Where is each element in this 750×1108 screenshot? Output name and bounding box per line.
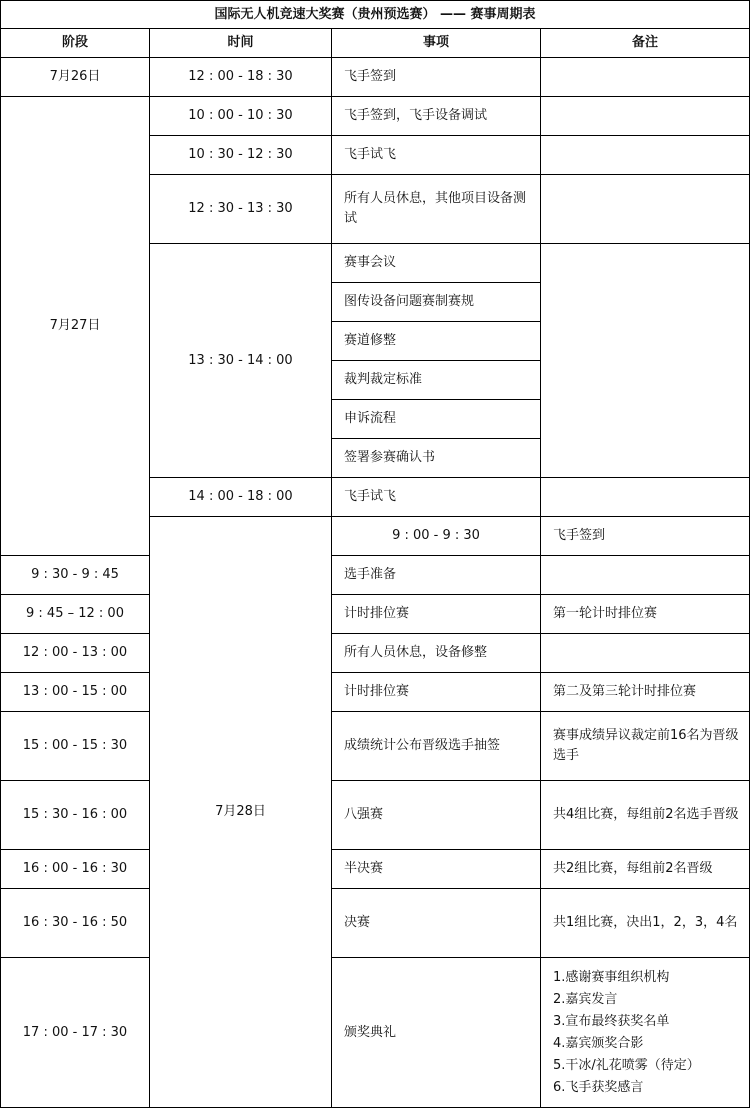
time-cell: 13 : 30 - 14 : 00 (150, 244, 332, 478)
item-cell: 八强赛 (332, 781, 541, 850)
note-cell (541, 175, 750, 244)
item-cell: 飞手签到 (332, 58, 541, 97)
note-cell (541, 97, 750, 136)
note-cell: 共1组比赛，决出1，2，3，4名 (541, 889, 750, 958)
table-row (1, 712, 750, 781)
table-row (1, 595, 750, 634)
item-cell: 图传设备问题赛制赛规 (332, 283, 541, 322)
item-cell: 决赛 (332, 889, 541, 958)
time-cell: 12 : 00 - 13 : 00 (1, 634, 150, 673)
time-cell: 13 : 00 - 15 : 00 (1, 673, 150, 712)
item-cell: 所有人员休息，设备修整 (332, 634, 541, 673)
table-row (1, 58, 750, 97)
item-cell: 飞手签到 (541, 517, 750, 556)
item-cell: 赛道修整 (332, 322, 541, 361)
award-note: 4.嘉宾颁奖合影 (553, 1035, 644, 1051)
day-cell: 7月26日 (1, 58, 150, 97)
table-title: 国际无人机竞速大奖赛（贵州预选赛） —— 赛事周期表 (1, 1, 750, 29)
note-cell (541, 244, 750, 478)
note-cell: 赛事成绩异议裁定前16名为晋级选手 (541, 712, 750, 781)
item-cell: 计时排位赛 (332, 673, 541, 712)
award-note: 3.宣布最终获奖名单 (553, 1013, 670, 1029)
header-stage: 阶段 (1, 29, 150, 58)
day-cell: 7月28日 (150, 517, 332, 1108)
item-cell: 飞手签到，飞手设备调试 (332, 97, 541, 136)
item-cell: 申诉流程 (332, 400, 541, 439)
table-row (1, 781, 750, 850)
award-note: 5.干冰/礼花喷雾（待定） (553, 1057, 700, 1073)
item-cell: 选手准备 (332, 556, 541, 595)
note-cell (541, 136, 750, 175)
item-cell: 飞手试飞 (332, 478, 541, 517)
table-row (1, 556, 750, 595)
table-row (1, 634, 750, 673)
header-time: 时间 (150, 29, 332, 58)
item-cell: 裁判裁定标准 (332, 361, 541, 400)
table-row (1, 850, 750, 889)
time-cell: 15 : 30 - 16 : 00 (1, 781, 150, 850)
item-cell: 飞手试飞 (332, 136, 541, 175)
note-cell (541, 478, 750, 517)
award-note: 1.感谢赛事组织机构 (553, 969, 670, 985)
table-row (1, 673, 750, 712)
note-cell (541, 634, 750, 673)
time-cell: 16 : 30 - 16 : 50 (1, 889, 150, 958)
note-cell: 共4组比赛，每组前2名选手晋级 (541, 781, 750, 850)
item-cell: 颁奖典礼 (332, 958, 541, 1108)
note-cell: 第一轮计时排位赛 (541, 595, 750, 634)
item-cell: 半决赛 (332, 850, 541, 889)
note-cell (541, 556, 750, 595)
item-cell: 赛事会议 (332, 244, 541, 283)
time-cell: 12 : 00 - 18 : 30 (150, 58, 332, 97)
header-item: 事项 (332, 29, 541, 58)
note-cell: 共2组比赛，每组前2名晋级 (541, 850, 750, 889)
time-cell: 9 : 45 – 12 : 00 (1, 595, 150, 634)
award-notes-cell (541, 958, 750, 1108)
item-cell: 签署参赛确认书 (332, 439, 541, 478)
table-row (1, 889, 750, 958)
time-cell: 15 : 00 - 15 : 30 (1, 712, 150, 781)
time-cell: 9 : 30 - 9 : 45 (1, 556, 150, 595)
item-cell: 所有人员休息，其他项目设备测试 (332, 175, 541, 244)
award-note: 6.飞手获奖感言 (553, 1079, 644, 1095)
note-cell: 第二及第三轮计时排位赛 (541, 673, 750, 712)
title-row (1, 1, 750, 29)
time-cell: 10 : 00 - 10 : 30 (150, 97, 332, 136)
table-row (1, 958, 750, 1108)
table-row (1, 97, 750, 136)
day-cell: 7月27日 (1, 97, 150, 556)
time-cell: 14 : 00 - 18 : 00 (150, 478, 332, 517)
time-cell: 16 : 00 - 16 : 30 (1, 850, 150, 889)
time-cell: 9 : 00 - 9 : 30 (332, 517, 541, 556)
time-cell: 17 : 00 - 17 : 30 (1, 958, 150, 1108)
time-cell: 10 : 30 - 12 : 30 (150, 136, 332, 175)
header-row (1, 29, 750, 58)
item-cell: 成绩统计公布晋级选手抽签 (332, 712, 541, 781)
time-cell: 12 : 30 - 13 : 30 (150, 175, 332, 244)
item-cell: 计时排位赛 (332, 595, 541, 634)
header-note: 备注 (541, 29, 750, 58)
note-cell (541, 58, 750, 97)
award-note: 2.嘉宾发言 (553, 991, 618, 1007)
